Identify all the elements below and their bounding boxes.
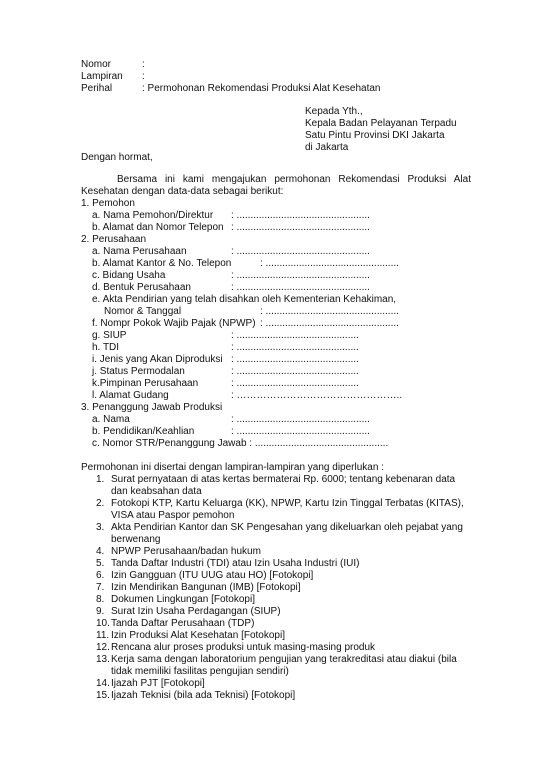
field-label: i. Jenis yang Akan Diproduksi	[92, 354, 223, 365]
attachment-number: 4.	[96, 546, 105, 557]
attachment-text: Dokumen Lingkungan [Fotokopi]	[111, 594, 255, 605]
recipient-line: Satu Pintu Provinsi DKI Jakarta	[305, 130, 445, 141]
field-value: : ............................................	[231, 366, 359, 377]
lampiran-colon: :	[142, 71, 145, 82]
section-perusahaan-title: 2. Perusahaan	[81, 234, 147, 245]
field-value: : ................................................	[260, 306, 399, 317]
field-label: c. Bidang Usaha	[92, 270, 166, 281]
field-value: : ................................................	[231, 270, 370, 281]
nomor-colon: :	[142, 59, 145, 70]
attachment-number: 12.	[96, 642, 110, 653]
greeting: Dengan hormat,	[81, 152, 153, 163]
field-label: k.Pimpinan Perusahaan	[92, 378, 199, 389]
field-value: : ................................................	[231, 246, 370, 257]
section-penanggung-jawab-title: 3. Penanggung Jawab Produksi	[81, 402, 223, 413]
attachment-number: 11.	[96, 630, 110, 641]
field-label: b. Alamat dan Nomor Telepon	[92, 222, 224, 233]
field-label: e. Akta Pendirian yang telah disahkan oleh Kementerian Kehakiman,	[92, 294, 397, 305]
recipient-line: di Jakarta	[305, 142, 349, 153]
field-value: : ................................................	[231, 426, 370, 437]
intro-line-1: Bersama ini kami mengajukan permohonan Rekomendasi Produksi Alat	[117, 174, 471, 185]
field-label: f. Nompr Pokok Wajib Pajak (NPWP)	[92, 318, 256, 329]
perihal-value: : Permohonan Rekomendasi Produksi Alat Kesehatan	[142, 83, 381, 94]
attachment-text: Rencana alur proses produksi untuk masing-masing produk	[111, 642, 376, 653]
attachment-text: Surat pernyataan di atas kertas bermaterai Rp. 6000; tentang kebenaran data	[111, 474, 456, 485]
field-value: : ............................................	[231, 378, 359, 389]
recipient-line: Kepala Badan Pelayanan Terpadu	[305, 118, 457, 129]
attachment-text: Izin Gangguan (ITU UUG atau HO) [Fotokopi]	[111, 570, 314, 581]
attachment-text: Ijazah PJT [Fotokopi]	[111, 678, 205, 689]
field-label: h. TDI	[92, 342, 120, 353]
attachment-number: 3.	[96, 522, 105, 533]
field-label: c. Nomor STR/Penanggung Jawab : ................................................	[92, 438, 389, 449]
field-value: : …………………………………………..	[231, 390, 403, 401]
attachment-number: 10.	[96, 618, 110, 629]
field-label: j. Status Permodalan	[92, 366, 185, 377]
perihal-label: Perihal	[81, 83, 113, 94]
intro-line-2: Kesehatan dengan data-data sebagai berikut:	[81, 186, 284, 197]
attachment-number: 9.	[96, 606, 105, 617]
attachment-text: berwenang	[111, 534, 161, 545]
attachment-text: Tanda Daftar Perusahaan (TDP)	[111, 618, 255, 629]
attachment-text: Akta Pendirian Kantor dan SK Pengesahan yang dikeluarkan oleh pejabat yang	[111, 522, 463, 533]
attachments-intro: Permohonan ini disertai dengan lampiran-lampiran yang diperlukan :	[81, 462, 384, 473]
field-label: b. Alamat Kantor & No. Telepon	[92, 258, 232, 269]
field-value: : ................................................	[231, 282, 370, 293]
attachment-text: Fotokopi KTP, Kartu Keluarga (KK), NPWP, Kartu Izin Tinggal Terbatas (KITAS),	[111, 498, 464, 509]
field-label: a. Nama	[92, 414, 130, 425]
field-label: a. Nama Perusahaan	[92, 246, 187, 257]
field-label: g. SIUP	[92, 330, 127, 341]
attachment-text: Kerja sama dengan laboratorium pengujian yang terakreditasi atau diakui (bila	[111, 654, 457, 665]
field-label: d. Bentuk Perusahaan	[92, 282, 191, 293]
attachment-number: 14.	[96, 678, 110, 689]
field-label: b. Pendidikan/Keahlian	[92, 426, 195, 437]
attachment-text: Tanda Daftar Industri (TDI) atau Izin Usaha Industri (IUI)	[111, 558, 360, 569]
attachment-number: 15.	[96, 690, 110, 701]
attachment-text: Izin Produksi Alat Kesehatan [Fotokopi]	[111, 630, 285, 641]
attachment-text: NPWP Perusahaan/badan hukum	[111, 546, 261, 557]
field-value: : ................................................	[231, 414, 370, 425]
field-value: : ................................................	[231, 222, 370, 233]
field-label: a. Nama Pemohon/Direktur	[92, 210, 214, 221]
lampiran-label: Lampiran	[81, 71, 123, 82]
attachment-text: VISA atau Paspor pemohon	[111, 510, 235, 521]
attachment-number: 7.	[96, 582, 105, 593]
attachment-number: 2.	[96, 498, 105, 509]
attachment-text: tidak memiliki fasilitas pengujian sendiri)	[111, 666, 289, 677]
field-value: : ............................................	[231, 330, 359, 341]
nomor-label: Nomor	[81, 59, 112, 70]
field-value: : ................................................	[231, 210, 370, 221]
field-value: : ................................................	[260, 258, 399, 269]
attachment-text: Ijazah Teknisi (bila ada Teknisi) [Fotokopi]	[111, 690, 296, 701]
attachment-number: 1.	[96, 474, 105, 485]
section-pemohon-title: 1. Pemohon	[81, 198, 135, 209]
attachment-number: 5.	[96, 558, 105, 569]
attachment-number: 13.	[96, 654, 110, 665]
attachment-text: Izin Mendirikan Bangunan (IMB) [Fotokopi]	[111, 582, 301, 593]
attachment-text: dan keabsahan data	[111, 486, 202, 497]
attachment-text: Surat Izin Usaha Perdagangan (SIUP)	[111, 606, 281, 617]
attachment-number: 8.	[96, 594, 105, 605]
recipient-line: Kepada Yth.,	[305, 106, 363, 117]
field-label: l. Alamat Gudang	[92, 390, 169, 401]
field-value: : ................................................	[260, 318, 399, 329]
attachment-number: 6.	[96, 570, 105, 581]
field-label: Nomor & Tanggal	[104, 306, 182, 317]
field-value: : ............................................	[231, 342, 359, 353]
field-value: : ............................................	[231, 354, 359, 365]
